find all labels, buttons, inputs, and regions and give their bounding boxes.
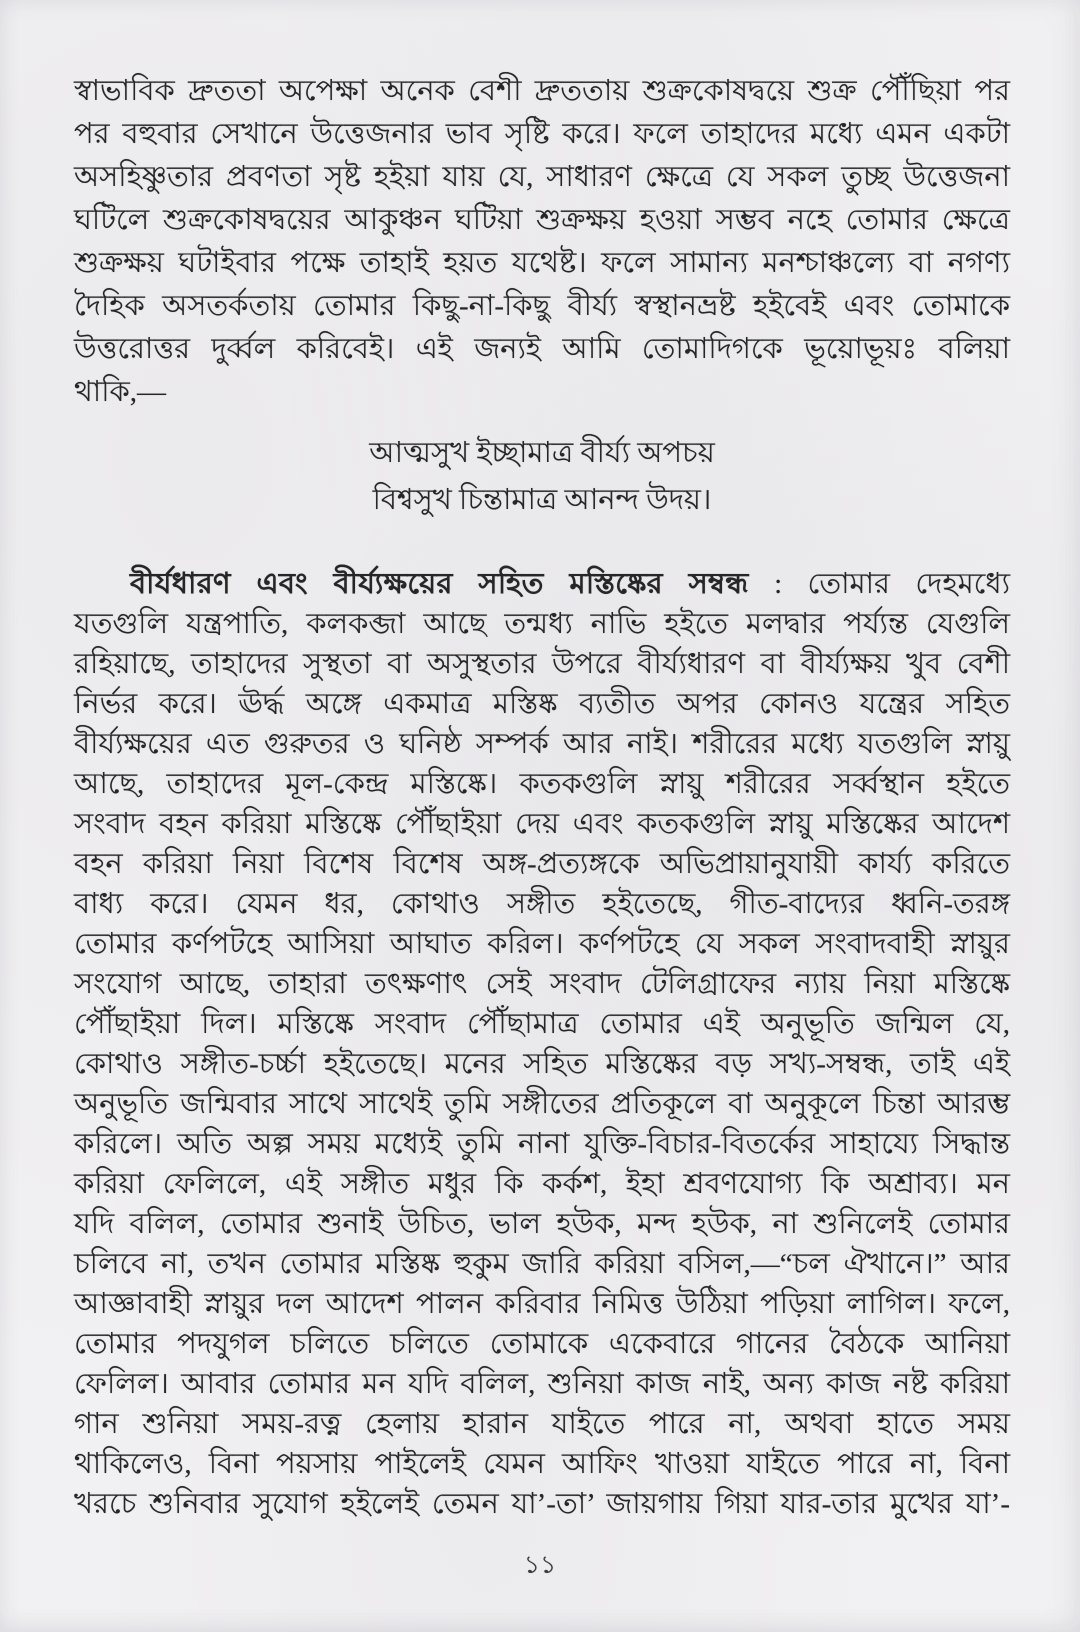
- paragraph-continuation: [74, 70, 1010, 414]
- text-line: রহিয়াছে, তাহাদের সুস্থতা বা অসুস্থতার উপরে বীর্য্যধারণ বা বীর্য্যক্ষয় খুব বেশী: [74, 648, 1010, 680]
- text-line: অসহিষ্ণুতার প্রবণতা সৃষ্ট হইয়া যায় যে, সাধারণ ক্ষেত্রে যে সকল তুচ্ছ উত্তেজনা: [74, 161, 1010, 193]
- text-line: পর বহুবার সেখানে উত্তেজনার ভাব সৃষ্টি করে। ফলে তাহাদের মধ্যে এমন একটা: [74, 118, 1010, 150]
- text-line: স্বাভাবিক দ্রুততা অপেক্ষা অনেক বেশী দ্রুততায় শুক্রকোষদ্বয়ে শুক্র পৌঁছিয়া পর: [74, 75, 1010, 107]
- verse-couplet: [74, 430, 1010, 524]
- text-line: ফেলিল। আবার তোমার মন যদি বলিল, শুনিয়া কাজ নাই, অন্য কাজ নষ্ট করিয়া: [74, 1368, 1010, 1400]
- text-line: সংবাদ বহন করিয়া মস্তিষ্কে পৌঁছাইয়া দেয় এবং কতকগুলি স্নায়ু মস্তিষ্কের আদেশ: [74, 808, 1010, 840]
- text-line: বীর্য্যক্ষয়ের এত গুরুতর ও ঘনিষ্ঠ সম্পর্ক আর নাই। শরীরের মধ্যে যতগুলি স্নায়ু: [74, 728, 1010, 760]
- text-line: আছে, তাহাদের মূল-কেন্দ্র মস্তিষ্কে। কতকগুলি স্নায়ু শরীরের সর্ব্বস্থান হইতে: [74, 768, 1010, 800]
- text-line: পৌঁছাইয়া দিল। মস্তিষ্কে সংবাদ পৌঁছামাত্র তোমার এই অনুভূতি জন্মিল যে,: [74, 1008, 1010, 1040]
- paragraph-lines: [74, 604, 1010, 1524]
- text-line: বহন করিয়া নিয়া বিশেষ বিশেষ অঙ্গ-প্রত্যঙ্গকে অভিপ্রায়ানুযায়ী কার্য্য করিতে: [74, 848, 1010, 880]
- section-heading: বীর্যধারণ এবং বীর্য্যক্ষয়ের সহিত মস্তিষ্কের সম্বন্ধ: [130, 568, 749, 600]
- page-number: ১১: [523, 1552, 557, 1579]
- text-line: নির্ভর করে। ঊর্দ্ধ অঙ্গে একমাত্র মস্তিষ্ক ব্যতীত অপর কোনও যন্ত্রের সহিত: [74, 688, 1010, 720]
- text-line: থাকিলেও, বিনা পয়সায় পাইলেই যেমন আফিং খাওয়া যাইতে পারে না, বিনা: [74, 1448, 1010, 1480]
- page-text-block: [74, 70, 1010, 1524]
- text-line: থাকি,—: [74, 376, 167, 408]
- heading-separator: :: [748, 568, 808, 600]
- text-line: যতগুলি যন্ত্রপাতি, কলকব্জা আছে তন্মধ্য নাভি হইতে মলদ্বার পর্য্যন্ত যেগুলি: [74, 608, 1010, 640]
- section-first-line-rest: তোমার দেহমধ্যে: [807, 568, 1010, 600]
- text-line: বাধ্য করে। যেমন ধর, কোথাও সঙ্গীত হইতেছে, গীত-বাদ্যের ধ্বনি-তরঙ্গ: [74, 888, 1010, 920]
- text-line: কোথাও সঙ্গীত-চর্চ্চা হইতেছে। মনের সহিত মস্তিষ্কের বড় সখ্য-সম্বন্ধ, তাই এই: [74, 1048, 1010, 1080]
- text-line: করিলে। অতি অল্প সময় মধ্যেই তুমি নানা যুক্তি-বিচার-বিতর্কের সাহায্যে সিদ্ধান্ত: [74, 1128, 1010, 1160]
- text-line: যদি বলিল, তোমার শুনাই উচিত, ভাল হউক, মন্দ হউক, না শুনিলেই তোমার: [74, 1208, 1010, 1240]
- text-line: বিশ্বসুখ চিন্তামাত্র আনন্দ উদয়।: [372, 484, 712, 516]
- paragraph-brain-relation: [74, 564, 1010, 1524]
- text-line: গান শুনিয়া সময়-রত্ন হেলায় হারান যাইতে পারে না, অথবা হাতে সময়: [74, 1408, 1010, 1440]
- text-line: অনুভূতি জন্মিবার সাথে সাথেই তুমি সঙ্গীতের প্রতিকূলে বা অনুকূলে চিন্তা আরম্ভ: [74, 1088, 1010, 1120]
- text-line: চলিবে না, তখন তোমার মস্তিষ্ক হুকুম জারি করিয়া বসিল,—“চল ঐখানে।” আর: [74, 1248, 1010, 1280]
- text-line: তোমার পদযুগল চলিতে চলিতে তোমাকে একেবারে গানের বৈঠকে আনিয়া: [74, 1328, 1010, 1360]
- text-line: আজ্ঞাবাহী স্নায়ুর দল আদেশ পালন করিবার নিমিত্ত উঠিয়া পড়িয়া লাগিল। ফলে,: [74, 1288, 1010, 1320]
- text-line: খরচে শুনিবার সুযোগ হইলেই তেমন যা’-তা’ জায়গায় গিয়া যার-তার মুখের যা’-: [74, 1488, 1010, 1520]
- text-line: সংযোগ আছে, তাহারা তৎক্ষণাৎ সেই সংবাদ টেলিগ্রাফের ন্যায় নিয়া মস্তিষ্কে: [74, 968, 1010, 1000]
- text-line: উত্তরোত্তর দুর্ব্বল করিবেই। এই জন্যই আমি তোমাদিগকে ভূয়োভূয়ঃ বলিয়া: [74, 333, 1010, 365]
- text-line: দৈহিক অসতর্কতায় তোমার কিছু-না-কিছু বীর্য্য স্বস্থানভ্রষ্ট হইবেই এবং তোমাকে: [74, 290, 1010, 322]
- text-line: আত্মসুখ ইচ্ছামাত্র বীর্য্য অপচয়: [369, 437, 715, 469]
- section-first-line: [74, 564, 1010, 604]
- text-line: ঘটিলে শুক্রকোষদ্বয়ের আকুঞ্চন ঘটিয়া শুক্রক্ষয় হওয়া সম্ভব নহে তোমার ক্ষেত্রে: [74, 204, 1010, 236]
- text-line: করিয়া ফেলিলে, এই সঙ্গীত মধুর কি কর্কশ, ইহা শ্রবণযোগ্য কি অশ্রাব্য। মন: [74, 1168, 1010, 1200]
- text-line: তোমার কর্ণপটহে আসিয়া আঘাত করিল। কর্ণপটহে যে সকল সংবাদবাহী স্নায়ুর: [74, 928, 1010, 960]
- text-line: শুক্রক্ষয় ঘটাইবার পক্ষে তাহাই হয়ত যথেষ্ট। ফলে সামান্য মনশ্চাঞ্চল্যে বা নগণ্য: [74, 247, 1011, 279]
